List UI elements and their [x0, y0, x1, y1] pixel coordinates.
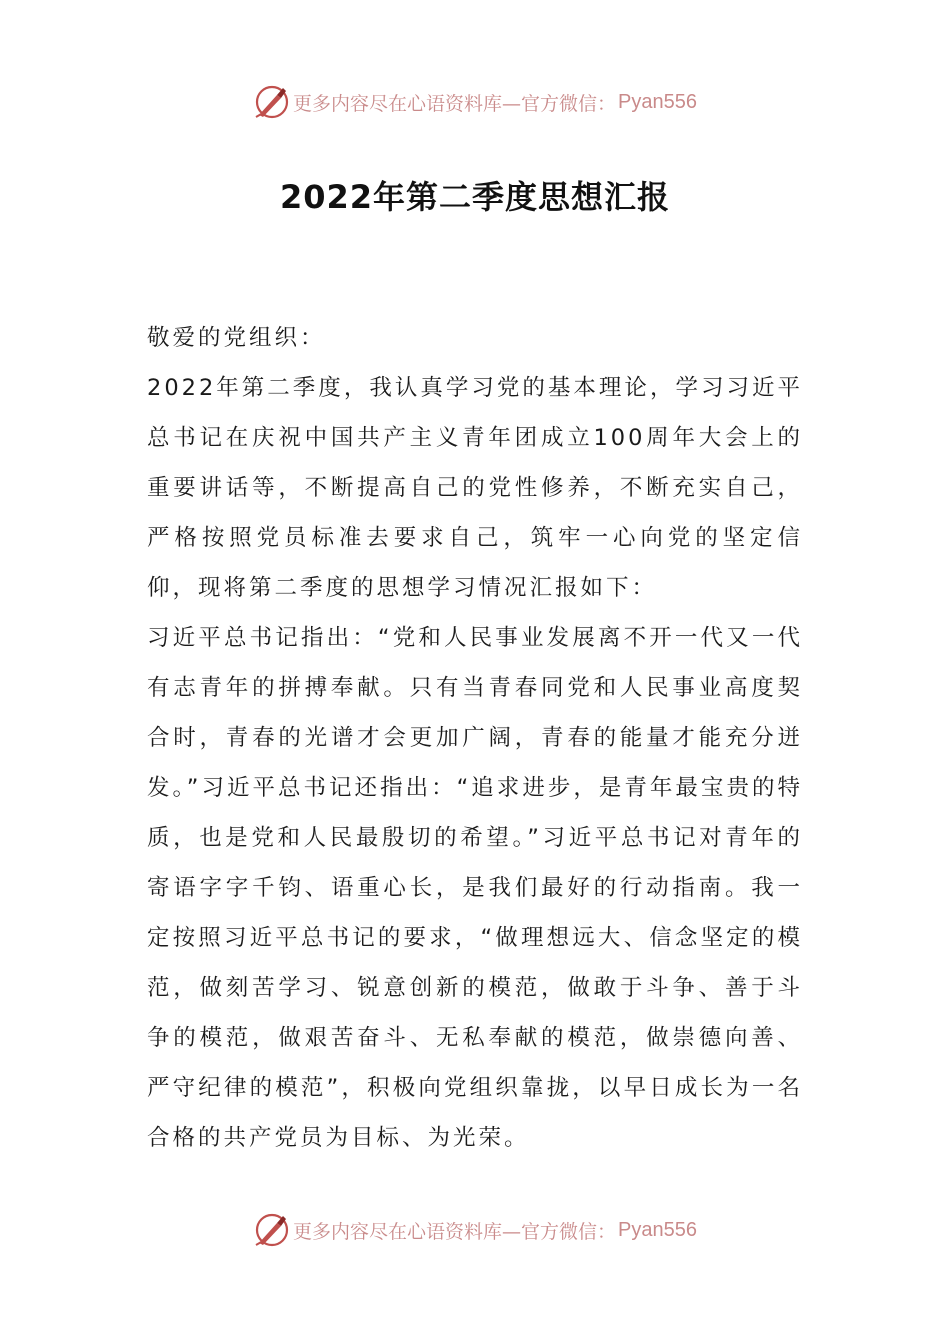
pen-logo-icon — [253, 1211, 291, 1249]
header-wechat-id: Pyan556 — [618, 90, 697, 113]
footer-banner — [0, 1210, 950, 1250]
report-body — [147, 313, 803, 1163]
salutation: 敬爱的党组织： — [147, 325, 326, 351]
pen-logo-icon — [253, 83, 291, 121]
header-banner-text: 更多内容尽在心语资料库—官方微信： — [293, 92, 617, 115]
paragraph-main: 习近平总书记指出：“党和人民事业发展离不开一代又一代有志青年的拼搏奉献。只有当青春同党和人民事业高度契合时，青春的光谱才会更加广阔，青春的能量才能充分迸发。”习近平总书记还指出：“追求进步，是青年最宝贵的特质，也是党和人民最殷切的希望。”习近平总书记对青年的寄语字字千钧、语重心长，是我们最好的行动指南。我一定按照习近平总书记的要求，“做理想远大、信念坚定的模范，做刻苦学习、锐意创新的模范，做敢于斗争、善于斗争的模范，做艰苦奋斗、无私奉献的模范，做崇德向善、严守纪律的模范”，积极向党组织靠拢，以早日成长为一名合格的共产党员为目标、为光荣。 — [147, 625, 803, 1151]
paragraph-intro: 2022年第二季度，我认真学习党的基本理论，学习习近平总书记在庆祝中国共产主义青年团成立100周年大会上的重要讲话等，不断提高自己的党性修养，不断充实自己，严格按照党员标准去要求自己，筑牢一心向党的坚定信仰，现将第二季度的思想学习情况汇报如下： — [147, 375, 803, 601]
header-banner — [0, 82, 950, 122]
document-title: 2022年第二季度思想汇报 — [279, 178, 671, 216]
footer-wechat-id: Pyan556 — [618, 1218, 697, 1241]
footer-banner-text: 更多内容尽在心语资料库—官方微信： — [293, 1220, 617, 1243]
